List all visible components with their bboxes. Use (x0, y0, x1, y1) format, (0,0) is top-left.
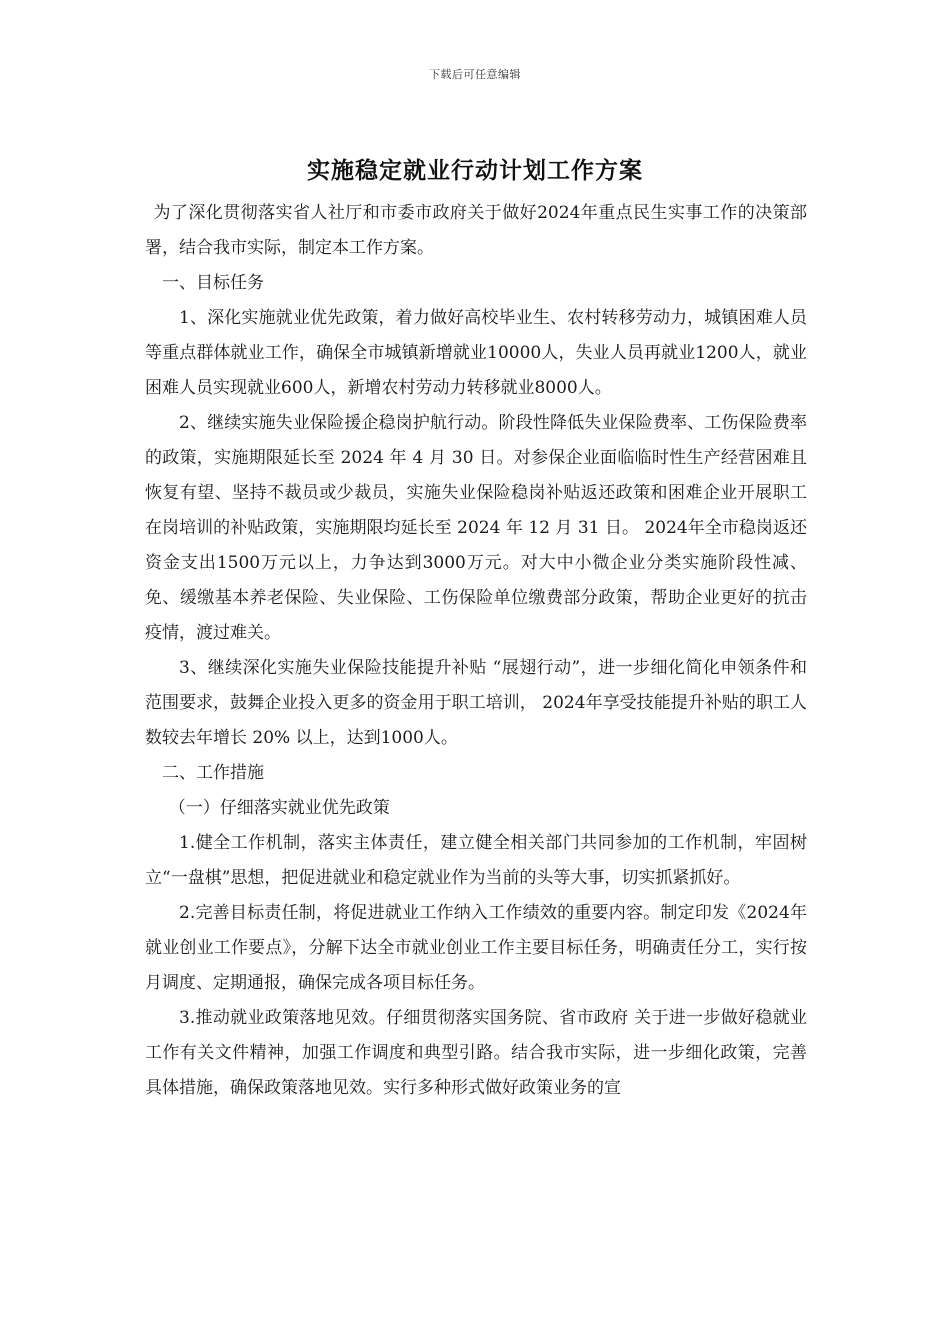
subsection-heading-1: （一）仔细落实就业优先政策 (168, 798, 390, 818)
paragraph-goal-1: 1、深化实施就业优先政策，着力做好高校毕业生、农村转移劳动力，城镇困难人员等重点群体就业工作，确保全市城镇新增就业10000人，失业人员再就业1200人，就业困难人员实现就业600人，新增农村劳动力转移就业8000人。 (145, 308, 807, 398)
document-title: 实施稳定就业行动计划工作方案 (307, 157, 643, 184)
paragraph-measure-3: 3.推动就业政策落地见效。仔细贯彻落实国务院、省市政府 关于进一步做好稳就业工作有关文件精神，加强工作调度和典型引路。结合我市实际，进一步细化政策，完善具体措施，确保政策落地见效。实行多种形式做好政策业务的宣 (145, 1008, 807, 1098)
paragraph-measure-2: 2.完善目标责任制，将促进就业工作纳入工作绩效的重要内容。制定印发《2024年就业创业工作要点》，分解下达全市就业创业工作主要目标任务，明确责任分工，实行按月调度、定期通报，确保完成各项目标任务。 (145, 903, 807, 993)
section-heading-1: 一、目标任务 (162, 273, 264, 293)
document-body (145, 196, 807, 1106)
section-heading-2: 二、工作措施 (162, 763, 264, 783)
paragraph-measure-1: 1.健全工作机制，落实主体责任，建立健全相关部门共同参加的工作机制，牢固树立“一盘棋”思想，把促进就业和稳定就业作为当前的头等大事，切实抓紧抓好。 (145, 833, 807, 888)
header-note: 下载后可任意编辑 (429, 68, 521, 81)
paragraph-goal-3: 3、继续深化实施失业保险技能提升补贴 “展翅行动”，进一步细化简化申领条件和范围要求，鼓舞企业投入更多的资金用于职工培训， 2024年享受技能提升补贴的职工人数较去年增长 20% 以上，达到1000人。 (145, 658, 807, 748)
intro-paragraph: 为了深化贯彻落实省人社厅和市委市政府关于做好2024年重点民生实事工作的决策部署，结合我市实际，制定本工作方案。 (145, 203, 807, 258)
paragraph-goal-2: 2、继续实施失业保险援企稳岗护航行动。阶段性降低失业保险费率、工伤保险费率的政策，实施期限延长至 2024 年 4 月 30 日。对参保企业面临临时性生产经营困难且恢复有望、坚持不裁员或少裁员，实施失业保险稳岗补贴返还政策和困难企业开展职工在岗培训的补贴政策，实施期限均延长至 2024 年 12 月 31 日。 2024年全市稳岗返还资金支出1500万元以上，力争达到3000万元。对大中小微企业分类实施阶段性减、免、缓缴基本养老保险、失业保险、工伤保险单位缴费部分政策，帮助企业更好的抗击疫情，渡过难关。 (145, 413, 807, 643)
